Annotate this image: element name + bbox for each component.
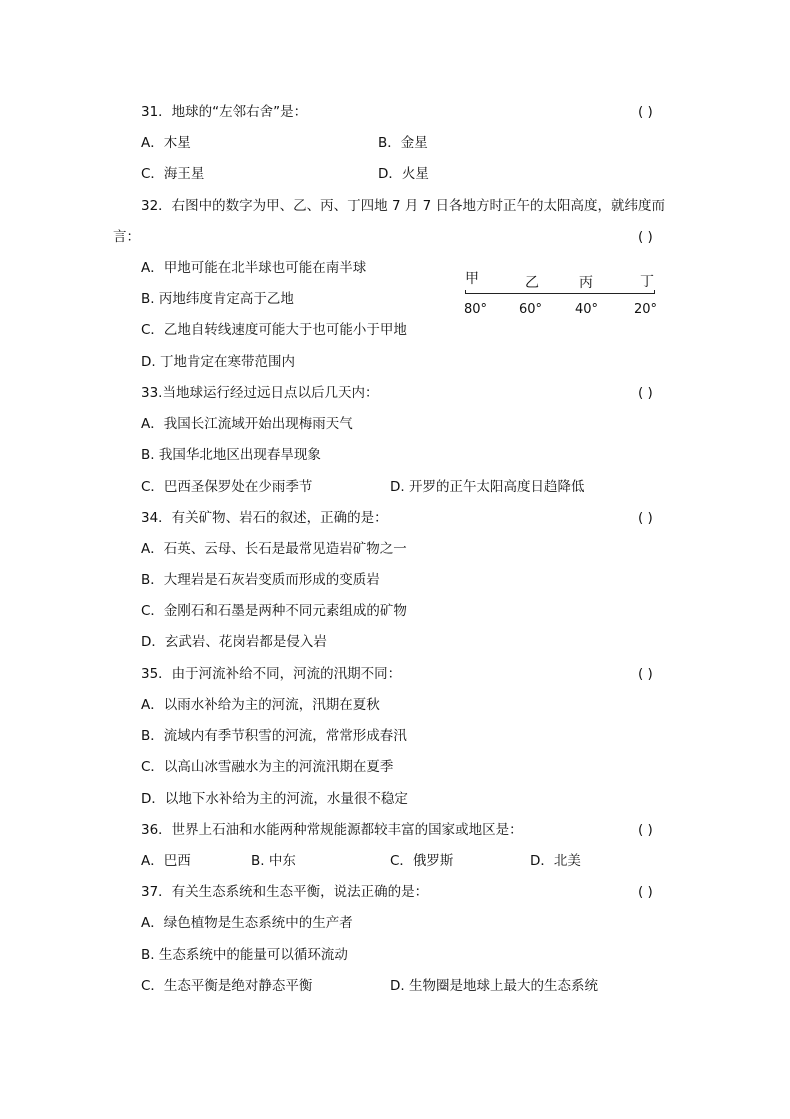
q31-option-a: A．木星 — [141, 135, 191, 151]
q34-option-d: D．玄武岩、花岗岩都是侵入岩 — [141, 634, 327, 650]
degree-label-40: 40° — [575, 302, 599, 317]
q35-option-d: D．以地下水补给为主的河流，水量很不稳定 — [141, 791, 408, 807]
answer-blank-33: ( ) — [638, 385, 653, 401]
answer-blank-37: ( ) — [638, 884, 653, 900]
q34-option-a: A．石英、云母、长石是最常见造岩矿物之一 — [141, 541, 407, 557]
q33-option-b: B. 我国华北地区出现春旱现象 — [141, 447, 321, 463]
answer-blank-32: ( ) — [638, 229, 653, 245]
q36-option-b: B. 中东 — [251, 853, 296, 869]
axis-line — [465, 293, 655, 294]
question-35-stem: 35．由于河流补给不同，河流的汛期不同： — [141, 666, 402, 682]
question-32-stem: 32．右图中的数字为甲、乙、丙、丁四地 7 月 7 日各地方时正午的太阳高度，就纬度而 — [141, 198, 666, 214]
sun-altitude-diagram — [462, 268, 672, 324]
place-label-ding: 丁 — [640, 274, 654, 290]
q34-option-b: B．大理岩是石灰岩变质而形成的变质岩 — [141, 572, 380, 588]
q37-option-a: A．绿色植物是生态系统中的生产者 — [141, 915, 353, 931]
q37-option-d: D. 生物圈是地球上最大的生态系统 — [390, 978, 598, 994]
q35-option-c: C．以高山冰雪融水为主的河流汛期在夏季 — [141, 759, 394, 775]
place-label-yi: 乙 — [525, 275, 539, 291]
q35-option-b: B．流域内有季节积雪的河流，常常形成春汛 — [141, 728, 407, 744]
question-34-stem: 34．有关矿物、岩石的叙述，正确的是： — [141, 510, 388, 526]
q34-option-c: C．金刚石和石墨是两种不同元素组成的矿物 — [141, 603, 407, 619]
q37-option-b: B. 生态系统中的能量可以循环流动 — [141, 947, 348, 963]
q31-option-c: C．海王星 — [141, 166, 205, 182]
q33-option-c: C．巴西圣保罗处在少雨季节 — [141, 479, 313, 495]
question-31-stem: 31．地球的“左邻右舍”是： — [141, 104, 308, 120]
place-label-bing: 丙 — [579, 275, 593, 291]
question-33-stem: 33.当地球运行经过远日点以后几天内： — [141, 385, 379, 401]
q31-option-b: B．金星 — [378, 135, 428, 151]
q31-option-d: D．火星 — [378, 166, 429, 182]
q32-option-d: D. 丁地肯定在寒带范围内 — [141, 354, 295, 370]
question-36-stem: 36．世界上石油和水能两种常规能源都较丰富的国家或地区是： — [141, 822, 523, 838]
degree-label-60: 60° — [519, 302, 543, 317]
q32-option-b: B. 丙地纬度肯定高于乙地 — [141, 291, 294, 307]
question-32-stem-continued: 言： — [113, 229, 140, 245]
answer-blank-36: ( ) — [638, 822, 653, 838]
degree-label-20: 20° — [634, 302, 658, 317]
q35-option-a: A．以雨水补给为主的河流，汛期在夏秋 — [141, 697, 380, 713]
q33-option-a: A．我国长江流域开始出现梅雨天气 — [141, 416, 353, 432]
q36-option-a: A．巴西 — [141, 853, 191, 869]
q36-option-d: D．北美 — [530, 853, 581, 869]
degree-label-80: 80° — [464, 302, 488, 317]
q33-option-d: D. 开罗的正午太阳高度日趋降低 — [390, 479, 585, 495]
answer-blank-34: ( ) — [638, 510, 653, 526]
question-37-stem: 37．有关生态系统和生态平衡，说法正确的是： — [141, 884, 429, 900]
answer-blank-35: ( ) — [638, 666, 653, 682]
q37-option-c: C．生态平衡是绝对静态平衡 — [141, 978, 313, 994]
place-label-jia: 甲 — [465, 271, 479, 287]
answer-blank-31: ( ) — [638, 104, 653, 120]
q36-option-c: C．俄罗斯 — [390, 853, 454, 869]
q32-option-c: C．乙地自转线速度可能大于也可能小于甲地 — [141, 322, 407, 338]
axis-tick — [654, 290, 655, 294]
axis-tick — [465, 290, 466, 294]
q32-option-a: A．甲地可能在北半球也可能在南半球 — [141, 260, 367, 276]
